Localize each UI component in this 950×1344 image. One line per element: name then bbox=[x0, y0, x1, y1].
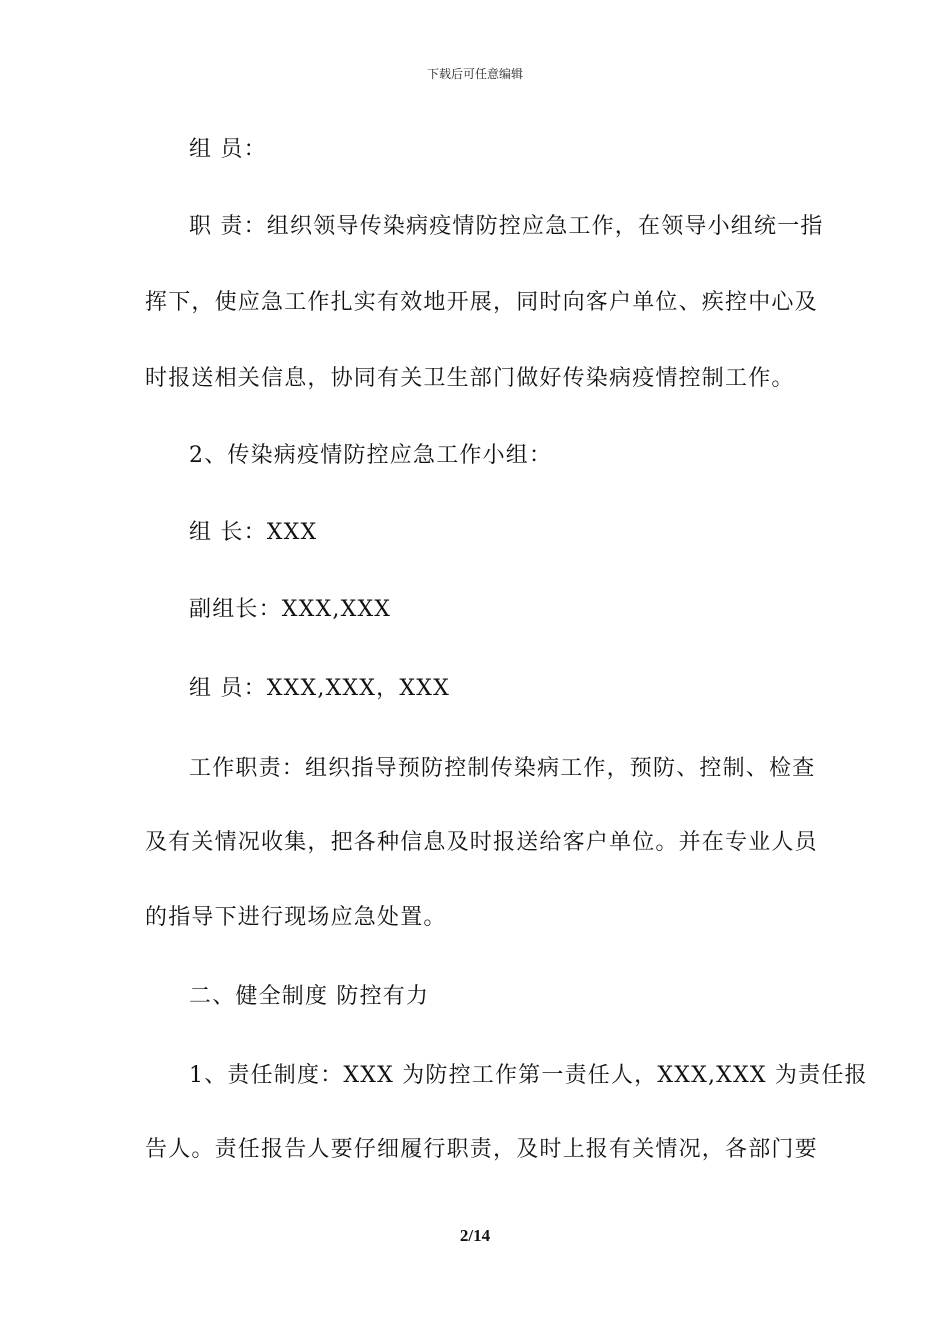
page-number: 2/14 bbox=[459, 1226, 491, 1245]
text-line-duties-start: 职 责：组织领导传染病疫情防控应急工作，在领导小组统一指 bbox=[189, 214, 824, 239]
text-line-duties-cont-1: 挥下，使应急工作扎实有效地开展，同时向客户单位、疾控中心及 bbox=[145, 290, 818, 315]
text-line-section-2-heading: 2、传染病疫情防控应急工作小组： bbox=[189, 443, 553, 468]
page-header-note: 下载后可任意编辑 bbox=[426, 67, 523, 81]
text-line-team-members: 组 员：XXX,XXX，XXX bbox=[189, 676, 450, 701]
text-line-members: 组 员： bbox=[189, 137, 267, 162]
text-line-work-duties-start: 工作职责：组织指导预防控制传染病工作，预防、控制、检查 bbox=[189, 756, 816, 781]
text-line-responsibility-cont: 告人。责任报告人要仔细履行职责，及时上报有关情况，各部门要 bbox=[145, 1137, 818, 1162]
text-line-team-leader: 组 长：XXX bbox=[189, 520, 318, 545]
text-line-duties-cont-2: 时报送相关信息，协同有关卫生部门做好传染病疫情控制工作。 bbox=[145, 366, 795, 391]
text-line-section-heading-two: 二、健全制度 防控有力 bbox=[189, 984, 430, 1009]
text-line-deputy-leader: 副组长：XXX,XXX bbox=[189, 597, 392, 622]
text-line-work-duties-cont-2: 的指导下进行现场应急处置。 bbox=[145, 905, 447, 930]
text-line-responsibility-start: 1、责任制度：XXX 为防控工作第一责任人，XXX,XXX 为责任报 bbox=[189, 1063, 868, 1088]
text-line-work-duties-cont-1: 及有关情况收集，把各种信息及时报送给客户单位。并在专业人员 bbox=[145, 830, 818, 855]
